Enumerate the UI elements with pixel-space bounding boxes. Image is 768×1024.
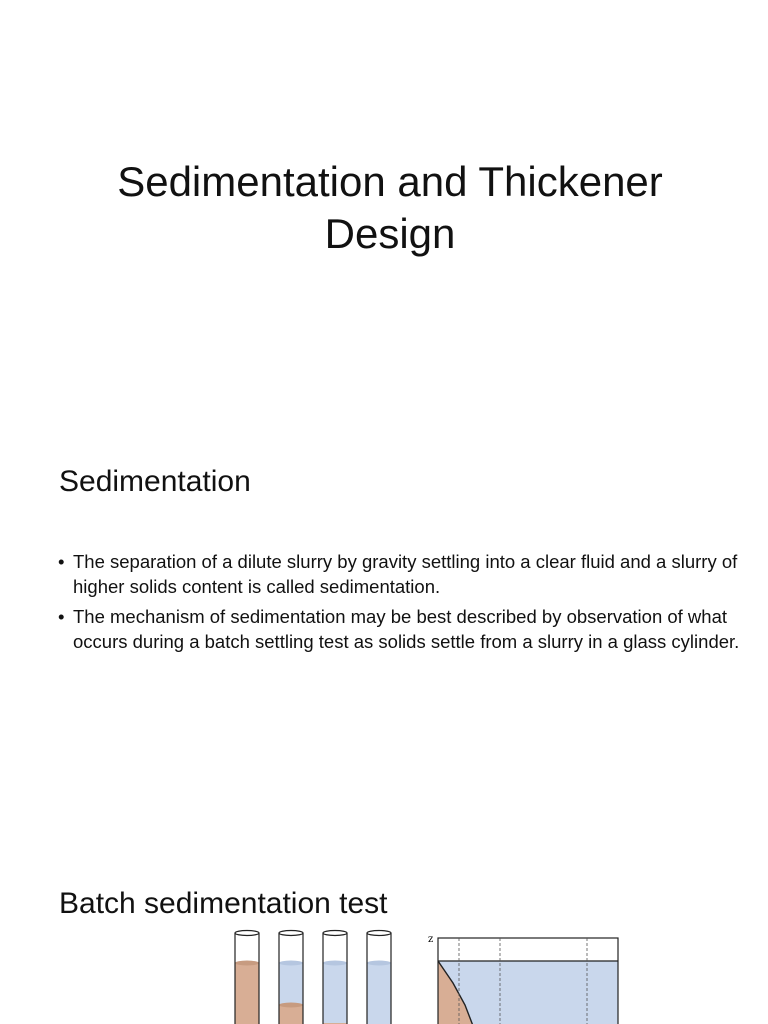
batch-sedimentation-figure bbox=[225, 925, 625, 1024]
axis-label-z: z bbox=[428, 934, 434, 945]
section-heading-sedimentation: Sedimentation bbox=[59, 465, 251, 498]
cylinder-2 bbox=[279, 931, 303, 1024]
settling-plot bbox=[428, 934, 618, 1024]
bullet-item: • The mechanism of sedimentation may be best described by observation of what occurs during a batch settling test as solids settle from a slurry in a glass cylinder. bbox=[58, 604, 748, 654]
title-line-1: Sedimentation and Thickener bbox=[117, 158, 663, 205]
bullet-item: • The separation of a dilute slurry by gravity settling into a clear fluid and a slurry of higher solids content is called sedimentation. bbox=[58, 549, 748, 599]
title-line-2: Design bbox=[324, 210, 456, 257]
cylinder-1 bbox=[235, 931, 259, 1024]
cylinder-4 bbox=[367, 931, 391, 1024]
cylinder-3 bbox=[323, 931, 347, 1024]
page-title bbox=[60, 156, 720, 260]
bullet-list bbox=[58, 549, 748, 659]
section-heading-batch-test: Batch sedimentation test bbox=[59, 887, 388, 920]
